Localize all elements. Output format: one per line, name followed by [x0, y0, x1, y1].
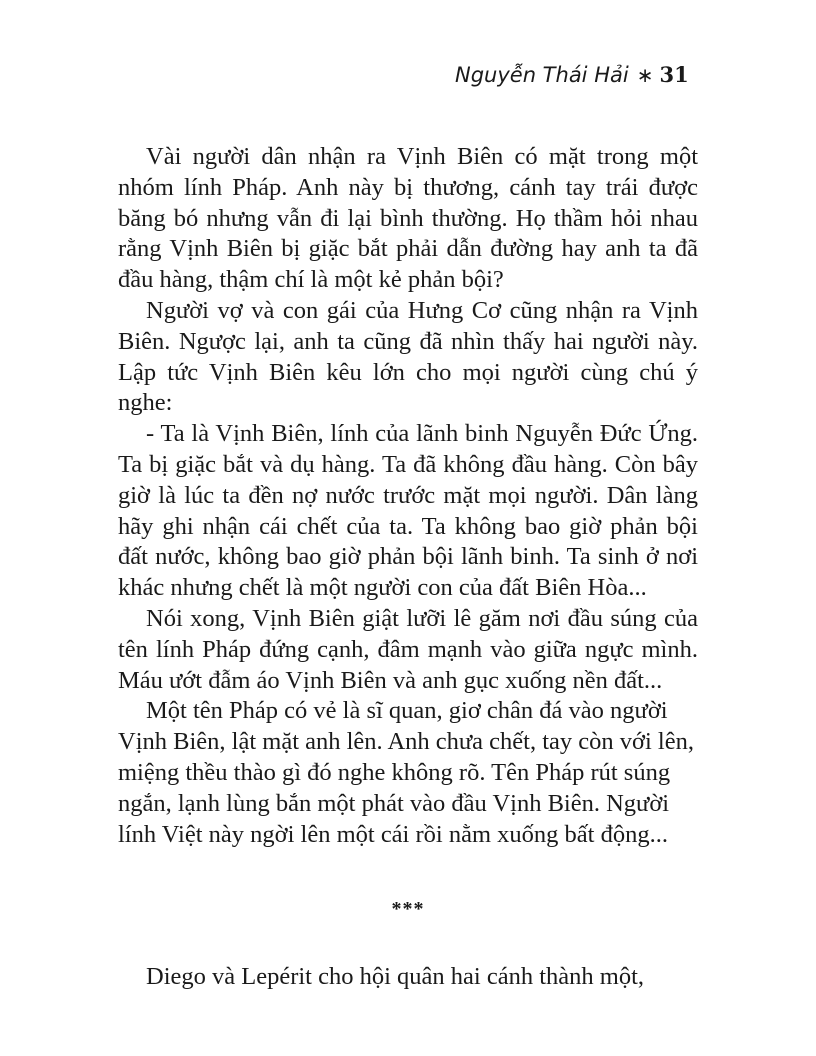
- next-section: [118, 962, 698, 993]
- paragraph-5: Một tên Pháp có vẻ là sĩ quan, giơ chân đá vào người Vịnh Biên, lật mặt anh lên. Anh chưa chết, tay còn với lên, miệng thều thào gì đó nghe không rõ. Tên Pháp rút súng ngắn, lạnh lùng bắn một phát vào đầu Vịnh Biên. Người lính Việt này ngời lên một cái rồi nằm xuống bất động...: [118, 697, 694, 848]
- next-section-opening-line: Diego và Lepérit cho hội quân hai cánh thành một,: [146, 963, 645, 990]
- body-text: [118, 142, 698, 850]
- paragraph-2: Người vợ và con gái của Hưng Cơ cũng nhận ra Vịnh Biên. Ngược lại, anh ta cũng đã nhìn thấy hai người này. Lập tức Vịnh Biên kêu lớn cho mọi người cùng chú ý nghe:: [118, 296, 698, 417]
- section-break: ***: [391, 898, 425, 920]
- paragraph-1: Vài người dân nhận ra Vịnh Biên có mặt trong một nhóm lính Pháp. Anh này bị thương, cánh tay trái được băng bó nhưng vẫn đi lại bình thường. Họ thầm hỏi nhau rằng Vịnh Biên bị giặc bắt phải dẫn đường hay anh ta đã đầu hàng, thậm chí là một kẻ phản bội?: [118, 143, 698, 294]
- running-header: [455, 62, 695, 92]
- paragraph-4: Nói xong, Vịnh Biên giật lưỡi lê găm nơi đầu súng của tên lính Pháp đứng cạnh, đâm mạnh vào giữa ngực mình. Máu ướt đẫm áo Vịnh Biên và anh gục xuống nền đất...: [118, 604, 698, 694]
- paragraph-3: - Ta là Vịnh Biên, lính của lãnh binh Nguyễn Đức Ứng. Ta bị giặc bắt và dụ hàng. Ta đã không đầu hàng. Còn bây giờ là lúc ta đền nợ nước trước mặt mọi người. Dân làng hãy ghi nhận cái chết của ta. Ta không bao giờ phản bội đất nước, không bao giờ phản bội lãnh binh. Ta sinh ở nơi khác nhưng chết là một người con của đất Biên Hòa...: [118, 420, 698, 602]
- header-separator-icon: ∗: [636, 63, 654, 87]
- header-author: Nguyễn Thái Hải: [455, 63, 629, 87]
- page-number: 31: [659, 62, 689, 87]
